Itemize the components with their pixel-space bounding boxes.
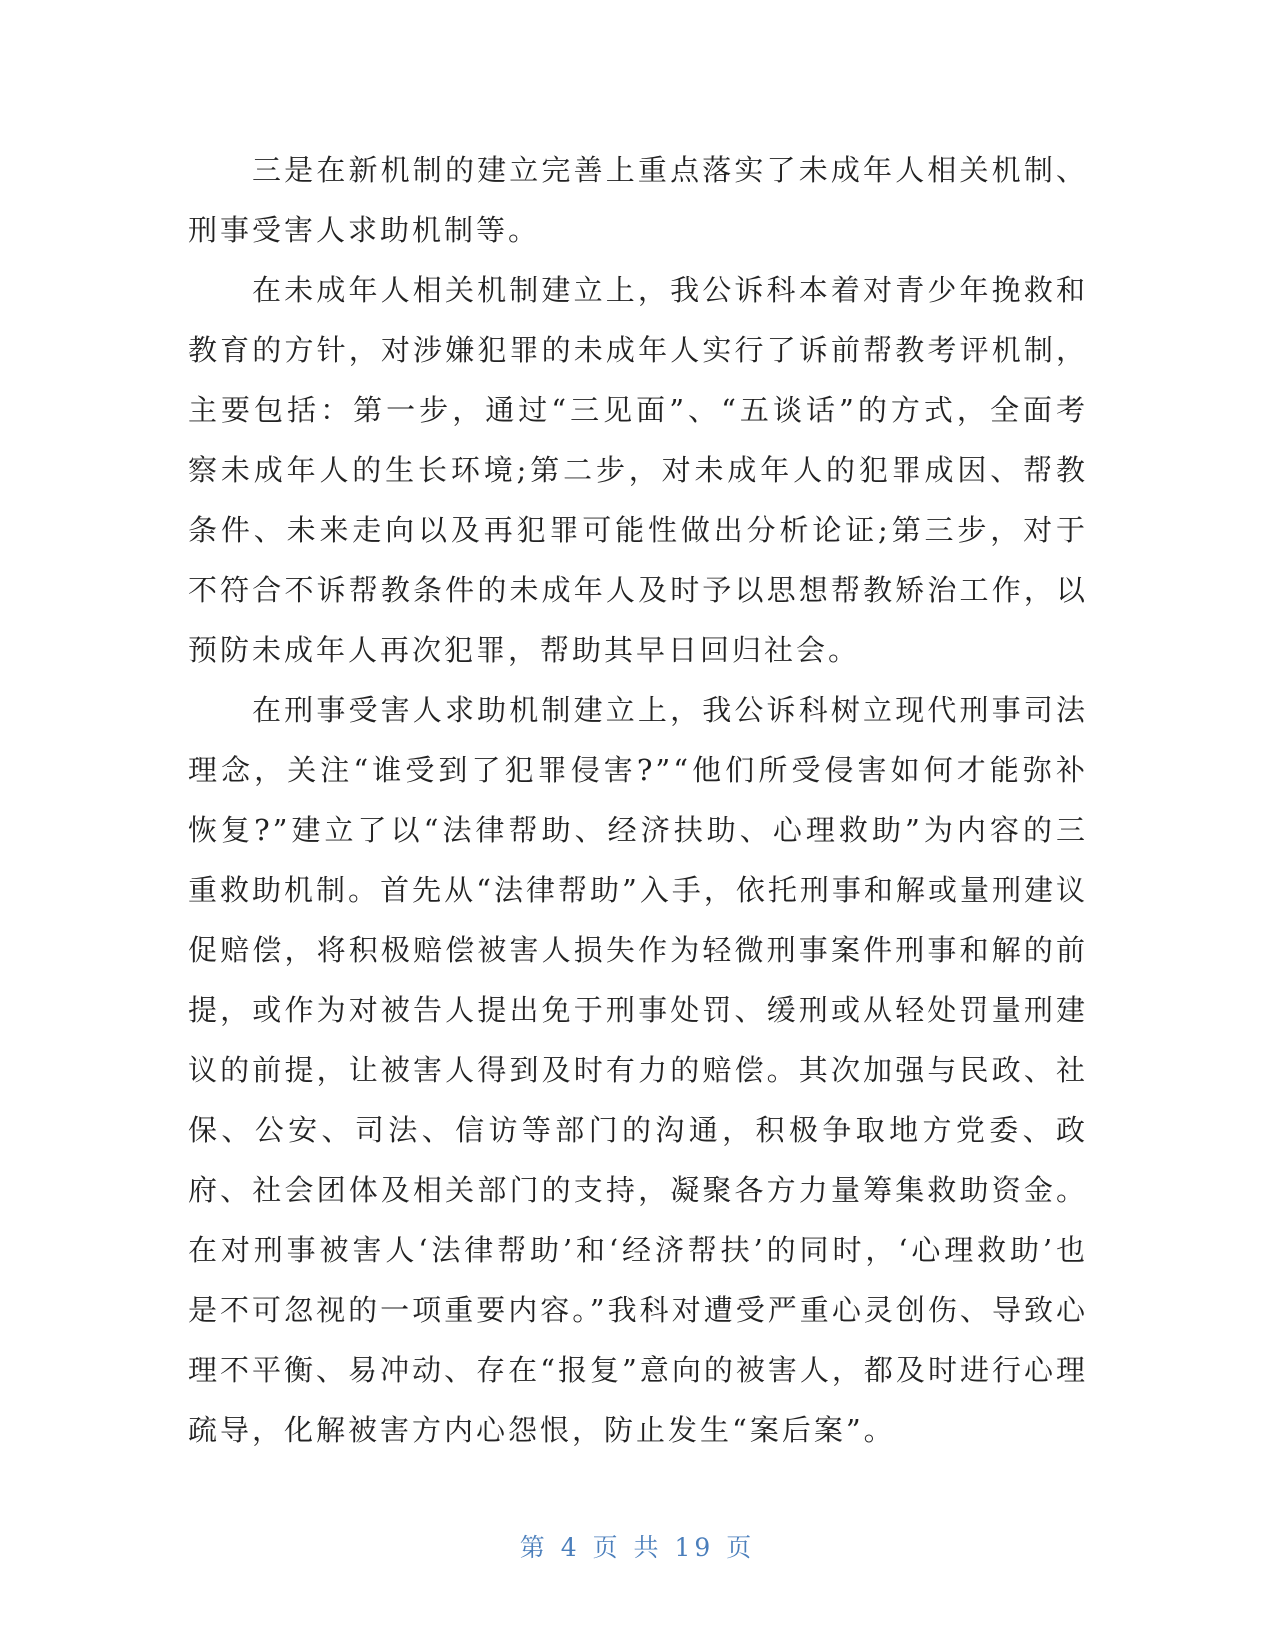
document-body (188, 140, 1088, 1460)
paragraph-victim-assistance: 在刑事受害人求助机制建立上，我公诉科树立现代刑事司法理念，关注“谁受到了犯罪侵害?”“他们所受侵害如何才能弥补恢复?”建立了以“法律帮助、经济扶助、心理救助”为内容的三重救助机制。首先从“法律帮助”入手，依托刑事和解或量刑建议促赔偿，将积极赔偿被害人损失作为轻微刑事案件刑事和解的前提，或作为对被告人提出免于刑事处罚、缓刑或从轻处罚量刑建议的前提，让被害人得到及时有力的赔偿。其次加强与民政、社保、公安、司法、信访等部门的沟通，积极争取地方党委、政府、社会团体及相关部门的支持，凝聚各方力量筹集救助资金。在对刑事被害人‘法律帮助’和‘经济帮扶’的同时，‘心理救助’也是不可忽视的一项重要内容。”我科对遭受严重心灵创伤、导致心理不平衡、易冲动、存在“报复”意向的被害人，都及时进行心理疏导，化解被害方内心怨恨，防止发生“案后案”。 (188, 693, 1088, 1447)
paragraph-minor-mechanism: 在未成年人相关机制建立上，我公诉科本着对青少年挽救和教育的方针，对涉嫌犯罪的未成年人实行了诉前帮教考评机制，主要包括：第一步，通过“三见面”、“五谈话”的方式，全面考察未成年人的生长环境;第二步，对未成年人的犯罪成因、帮教条件、未来走向以及再犯罪可能性做出分析论证;第三步，对于不符合不诉帮教条件的未成年人及时予以思想帮教矫治工作，以预防未成年人再次犯罪，帮助其早日回归社会。 (188, 273, 1088, 667)
page-number-footer: 第 4 页 共 19 页 (519, 1533, 756, 1562)
paragraph-new-mechanisms: 三是在新机制的建立完善上重点落实了未成年人相关机制、刑事受害人求助机制等。 (188, 153, 1088, 247)
